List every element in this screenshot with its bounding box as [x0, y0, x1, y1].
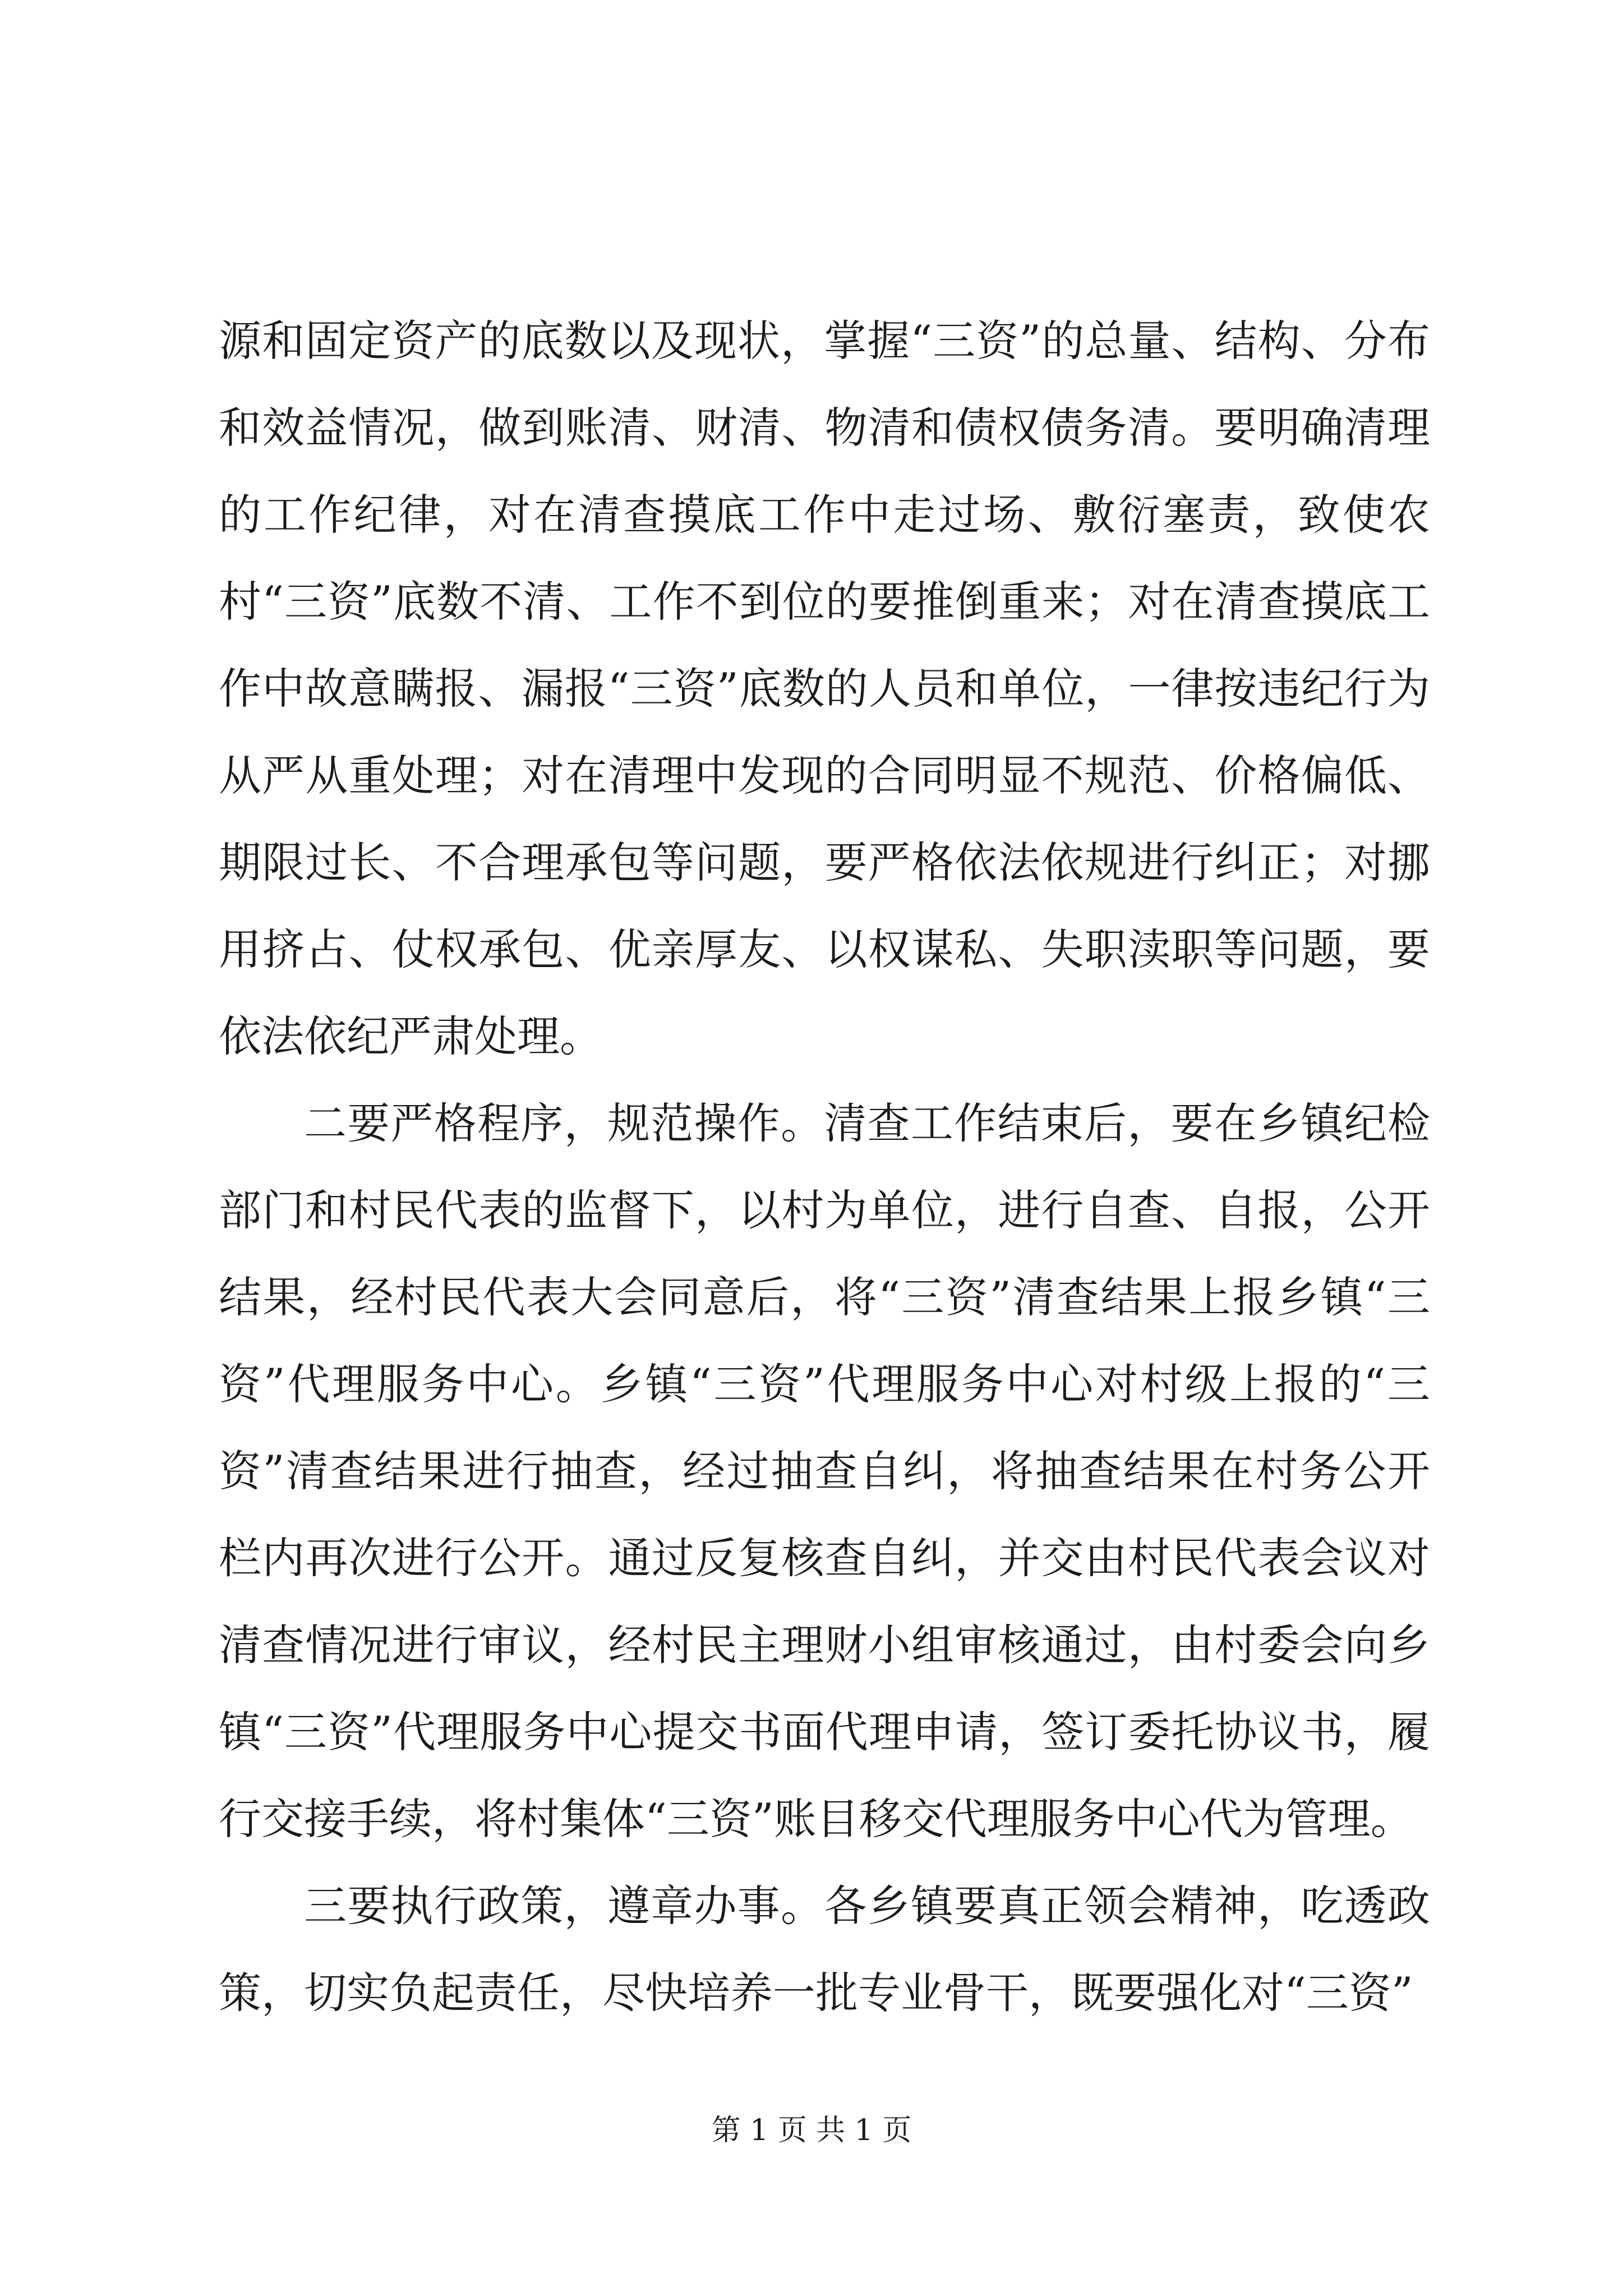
paragraph-2: 二要严格程序，规范操作。清查工作结束后，要在乡镇纪检部门和村民代表的监督下，以村为单位，进行自查、自报，公开结果，经村民代表大会同意后，将“三资”清查结果上报乡镇“三资”代理服务中心。乡镇“三资”代理服务中心对村级上报的“三资”清查结果进行抽查，经过抽查自纠，将抽查结果在村务公开栏内再次进行公开。通过反复核查自纠，并交由村民代表会议对清查情况进行审议，经村民主理财小组审核通过，由村委会向乡镇“三资”代理服务中心提交书面代理申请，签订委托协议书，履行交接手续，将村集体“三资”账目移交代理服务中心代为管理。: [219, 1098, 1430, 1844]
page-footer: 第 1 页 共 1 页: [711, 2114, 912, 2147]
paragraph-1: 源和固定资产的底数以及现状，掌握“三资”的总量、结构、分布和效益情况，做到账清、财清、物清和债权债务清。要明确清理的工作纪律，对在清查摸底工作中走过场、敷衍塞责，致使农村“三资”底数不清、工作不到位的要推倒重来；对在清查摸底工作中故意瞒报、漏报“三资”底数的人员和单位，一律按违纪行为从严从重处理；对在清理中发现的合同明显不规范、价格偏低、期限过长、不合理承包等问题，要严格依法依规进行纠正；对挪用挤占、仗权承包、优亲厚友、以权谋私、失职渎职等问题，要依法依纪严肃处理。: [219, 316, 1430, 1061]
paragraph-3: 三要执行政策，遵章办事。各乡镇要真正领会精神，吃透政策，切实负起责任，尽快培养一批专业骨干，既要强化对“三资”: [219, 1881, 1430, 2018]
document-body: [219, 297, 1430, 2036]
